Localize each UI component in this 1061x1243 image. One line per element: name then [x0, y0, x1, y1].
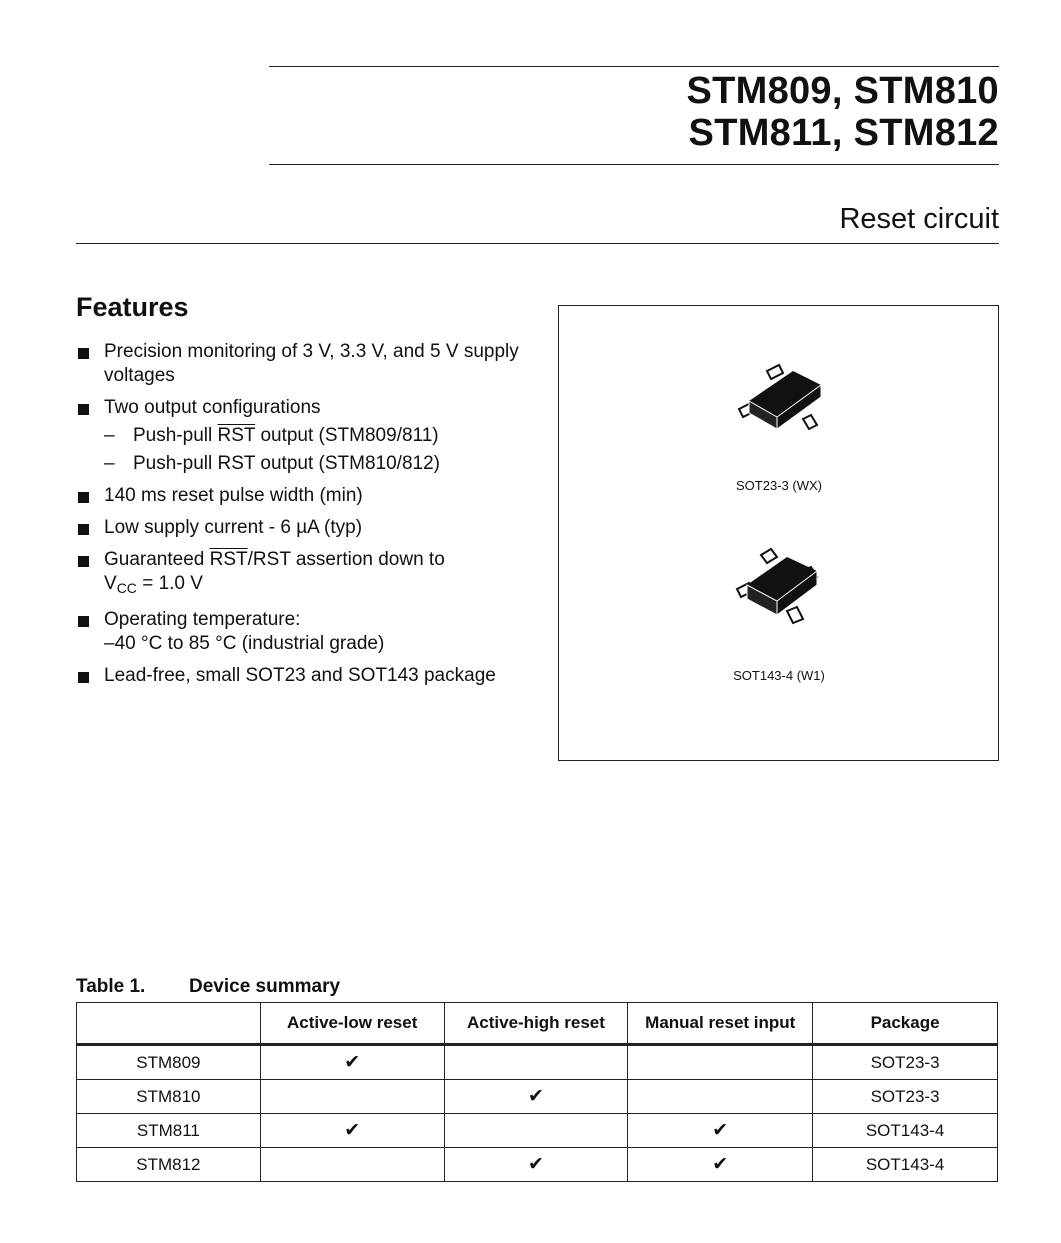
sot143-package-icon [731, 541, 831, 636]
feature-outputs-label: Two output configurations [104, 397, 321, 418]
sot23-package-icon [731, 361, 831, 451]
check-cell [260, 1148, 444, 1182]
check-cell [628, 1080, 813, 1114]
table-header-cell: Manual reset input [628, 1003, 813, 1045]
check-cell: ✔ [260, 1045, 444, 1080]
device-name-cell: STM809 [77, 1045, 261, 1080]
package-cell: SOT23-3 [813, 1045, 998, 1080]
check-cell: ✔ [628, 1148, 813, 1182]
check-cell [628, 1045, 813, 1080]
pushpull-low-post: output (STM809/811) [255, 425, 439, 446]
header-top-rule [269, 66, 999, 67]
check-cell: ✔ [260, 1114, 444, 1148]
document-subtitle: Reset circuit [839, 203, 999, 235]
table-header-cell: Package [813, 1003, 998, 1045]
package-figure-box [558, 305, 999, 761]
table-row [77, 1114, 998, 1148]
features-heading: Features [76, 292, 189, 322]
feature-leadfree: Lead-free, small SOT23 and SOT143 package [76, 664, 546, 688]
table-row [77, 1148, 998, 1182]
output-config-list [104, 424, 546, 476]
document-title [686, 70, 999, 154]
output-config-active-high: – Push-pull RST output (STM810/812) [104, 452, 546, 476]
feature-current: Low supply current - 6 µA (typ) [76, 516, 546, 540]
pushpull-low-pre: Push-pull [133, 425, 218, 446]
device-name-cell: STM810 [77, 1080, 261, 1114]
check-cell [444, 1045, 628, 1080]
check-cell: ✔ [444, 1080, 628, 1114]
check-cell: ✔ [628, 1114, 813, 1148]
feature-temperature [76, 608, 546, 656]
feature-guaranteed [76, 548, 546, 600]
header-bottom-rule [269, 164, 999, 165]
package-cell: SOT143-4 [813, 1148, 998, 1182]
feature-outputs [76, 396, 546, 476]
table-header-row [77, 1003, 998, 1045]
output-config-active-low [104, 424, 546, 448]
table-caption [76, 976, 340, 998]
check-cell: ✔ [444, 1148, 628, 1182]
vcc-subscript: CC [116, 580, 137, 596]
rst-overline: $\overline{RST}$ [217, 425, 256, 446]
temp-line-1: Operating temperature: [104, 609, 301, 630]
check-cell [444, 1114, 628, 1148]
device-summary-table [76, 1002, 998, 1182]
temp-line-2: –40 °C to 85 °C (industrial grade) [104, 633, 385, 654]
table-row [77, 1045, 998, 1080]
feature-pulse: 140 ms reset pulse width (min) [76, 484, 546, 508]
check-cell [260, 1080, 444, 1114]
vcc-value: = 1.0 V [136, 573, 203, 594]
rst-overline: $\overline{RST}$ [209, 549, 248, 570]
device-name-cell: STM812 [77, 1148, 261, 1182]
feature-precision: Precision monitoring of 3 V, 3.3 V, and 5 V supply voltages [76, 340, 546, 388]
title-line-2: STM811, STM812 [688, 112, 999, 154]
package-cell: SOT143-4 [813, 1114, 998, 1148]
features-list [76, 340, 546, 696]
package-cell: SOT23-3 [813, 1080, 998, 1114]
table-header-cell: Active-low reset [260, 1003, 444, 1045]
device-name-cell: STM811 [77, 1114, 261, 1148]
sot23-label: SOT23-3 (WX) [736, 478, 822, 493]
sot143-label: SOT143-4 (W1) [733, 668, 825, 683]
guaranteed-post: /RST assertion down to [247, 549, 445, 570]
title-line-1: STM809, STM810 [686, 70, 999, 112]
table-title: Device summary [189, 976, 341, 997]
subtitle-rule [76, 243, 999, 244]
table-number: Table 1. [76, 976, 146, 997]
table-row [77, 1080, 998, 1114]
table-header-cell [77, 1003, 261, 1045]
vcc-symbol: V [104, 573, 117, 594]
guaranteed-pre: Guaranteed [104, 549, 210, 570]
table-header-cell: Active-high reset [444, 1003, 628, 1045]
